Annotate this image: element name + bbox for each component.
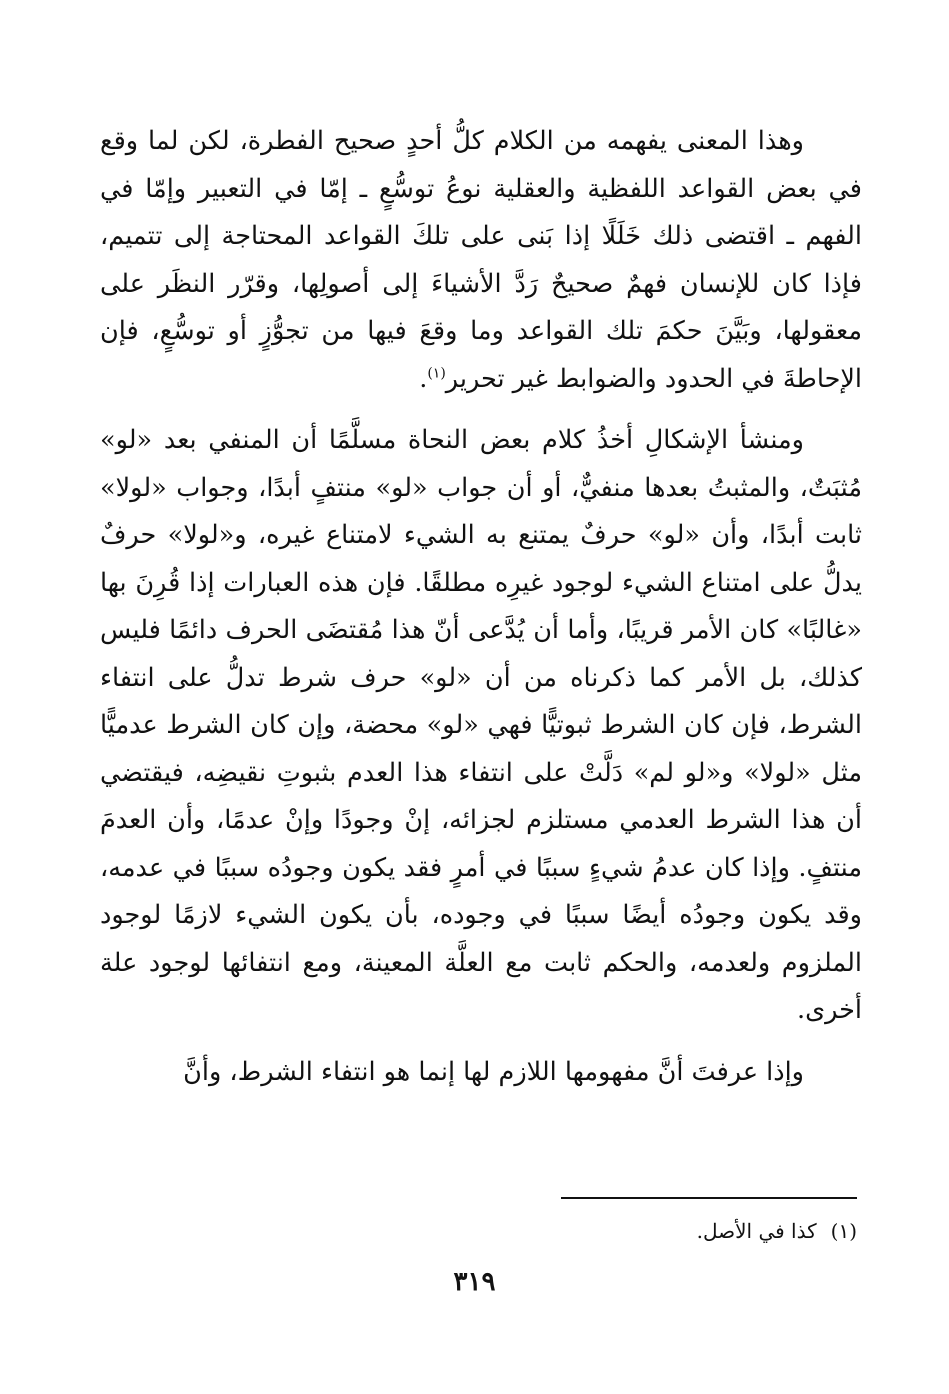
footnote-reference: (١) <box>427 365 446 381</box>
paragraph-1-text: وهذا المعنى يفهمه من الكلام كلُّ أحدٍ صحيح الفطرة، لكن لما وقع في بعض القواعد اللفظية والعقلية نوعُ توسُّعٍ ـ إمّا في التعبير وإمّا في الفهم ـ اقتضى ذلك خَلَلًا إذا بَنى على تلكَ القواعد المحتاجة إلى تتميم، فإذا كان للإنسان فهمٌ صحيحٌ رَدَّ الأشياءَ إلى أصولِها، وقرّر النظَر على معقولها، وبَيَّنَ حكمَ تلك القواعد وما وقعَ فيها من تجوُّزٍ أو توسُّعٍ، فإن الإحاطةَ في الحدود والضوابط غير تحرير <box>100 126 862 394</box>
paragraph-3: وإذا عرفتَ أنَّ مفهومها اللازم لها إنما هو انتفاء الشرط، وأنَّ <box>183 1056 804 1087</box>
paragraph-1-end: . <box>419 363 428 394</box>
main-text-block <box>100 118 862 1096</box>
paragraph-1 <box>100 118 862 403</box>
footnote <box>697 1216 857 1246</box>
footnote-text: كذا في الأصل. <box>696 1219 817 1243</box>
footnote-separator <box>561 1197 857 1199</box>
paragraph-2: ومنشأ الإشكالِ أخذُ كلام بعض النحاة مسلَّمًا أن المنفي بعد «لو» مُثبَتٌ، والمثبتُ بعدها منفيٌّ، أو أن جواب «لو» منتفٍ أبدًا، وجواب «لولا» ثابت أبدًا، وأن «لو» حرفٌ يمتنع به الشيء لامتناع غيره، و«لولا» حرفٌ يدلُّ على امتناع الشيء لوجود غيرِه مطلقًا. فإن هذه العبارات إذا قُرِنَ بها «غالبًا» كان الأمر قريبًا، وأما أن يُدَّعى أنّ هذا مُقتضَى الحرف دائمًا فليس كذلك، بل الأمر كما ذكرناه من أن «لو» حرف شرط تدلُّ على انتفاء الشرط، فإن كان الشرط ثبوتيًّا فهي «لو» محضة، وإن كان الشرط عدميًّا مثل «لولا» و«لو لم» دَلَّتْ على انتفاء هذا العدم بثبوتِ نقيضِه، فيقتضي أن هذا الشرط العدمي مستلزم لجزائه، إنْ وجودًا وإنْ عدمًا، وأن العدمَ منتفٍ. وإذا كان عدمُ شيءٍ سببًا في أمرٍ فقد يكون وجودُه سببًا في عدمه، وقد يكون وجودُه أيضًا سببًا في وجوده، بأن يكون الشيء لازمًا لوجود الملزوم ولعدمه، والحكم ثابت مع العلَّة المعينة، ومع انتفائها لوجود علة أخرى. <box>100 425 862 1025</box>
footnote-number: (١) <box>830 1219 857 1243</box>
page-number: ٣١٩ <box>453 1267 496 1297</box>
